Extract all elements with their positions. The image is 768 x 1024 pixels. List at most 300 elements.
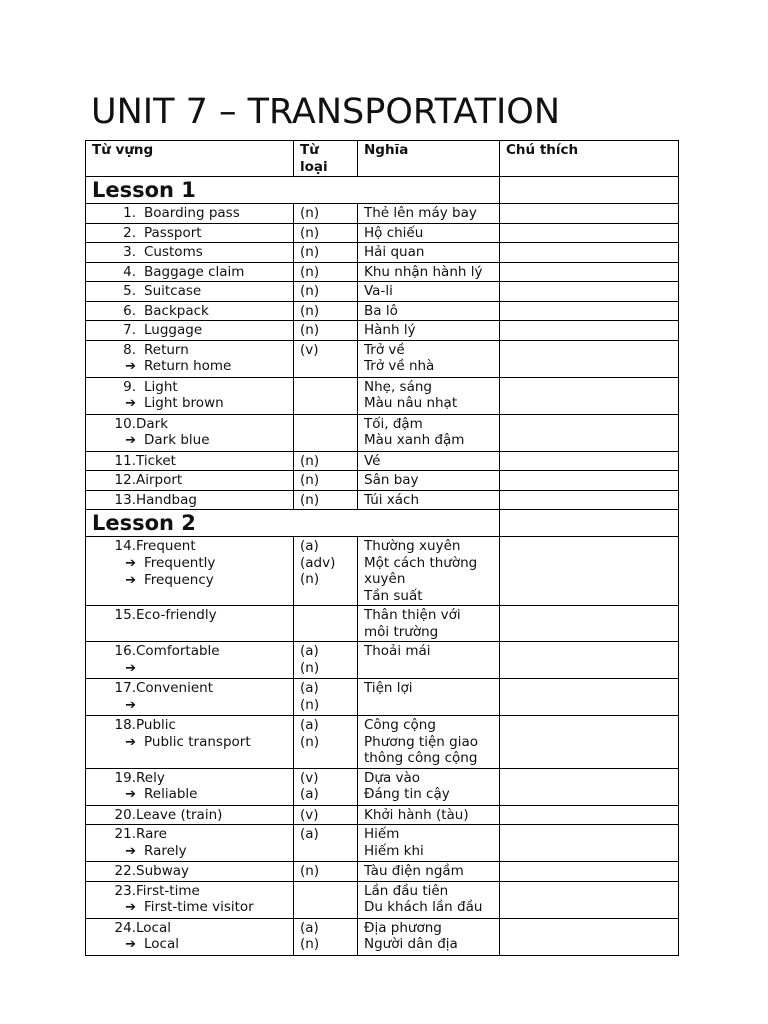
table-row [86,414,679,451]
arrow-icon: ➔ [125,433,136,448]
word-main [92,342,287,359]
lesson-note-cell [500,177,679,204]
meaning-cell [358,414,500,451]
word-main [92,453,287,470]
word-text: First-time visitor [144,899,254,915]
arrow-icon: ➔ [125,787,136,802]
table-row [86,862,679,882]
pos-cell [294,606,358,642]
word-main [92,883,287,900]
table-row [86,825,679,862]
word-text: Convenient [136,680,213,696]
meaning-text: Thường xuyên [364,538,461,554]
word-main [92,826,287,843]
word-derived [92,697,287,715]
word-text: Subway [136,863,189,879]
meaning-text: Hiếm khi [364,842,424,859]
word-text: Backpack [144,302,209,319]
word-derived [92,734,287,752]
meaning-text: Khu nhận hành lý [364,263,483,280]
pos-text: (adv) [300,554,336,571]
pos-cell [294,537,358,606]
table-row [86,918,679,955]
note-cell [500,451,679,471]
pos-text: (n) [300,302,320,319]
arrow-icon: ➔ [125,843,136,859]
meaning-cell [358,262,500,282]
meaning-text: Va-li [364,283,393,299]
meaning-text: xuyên [364,571,406,587]
pos-text: (a) [300,717,319,733]
word-number: 7. [123,322,136,338]
pos-cell [294,490,358,510]
word-main [92,283,287,300]
word-derived [92,936,287,954]
pos-cell [294,862,358,882]
table-row [86,768,679,805]
meaning-text: Ba lô [364,302,398,319]
arrow-icon: ➔ [125,937,136,952]
word-text: Return [144,341,189,358]
note-cell [500,340,679,377]
word-number: 18. [114,717,136,733]
word-cell [86,881,294,918]
arrow-icon: ➔ [125,660,136,676]
word-text: Rare [136,826,167,842]
meaning-cell [358,768,500,805]
header-meaning: Nghĩa [358,141,500,177]
meaning-cell [358,340,500,377]
word-cell [86,716,294,769]
meaning-cell [358,918,500,955]
meaning-text: Tiện lợi [364,680,413,696]
word-cell [86,282,294,302]
word-main [92,643,287,660]
meaning-text: Hải quan [364,244,425,260]
pos-text: (n) [300,936,320,952]
lesson-title: Lesson 2 [86,510,500,537]
table-body [86,177,679,956]
word-number: 20. [114,806,136,823]
table-row [86,490,679,510]
word-number: 17. [114,680,136,696]
word-derived [92,555,287,573]
word-text: Baggage claim [144,263,245,280]
word-derived [92,899,287,917]
word-main [92,264,287,281]
word-text: Local [136,919,171,936]
pos-text: (n) [300,659,320,676]
arrow-icon: ➔ [125,573,136,588]
arrow-icon: ➔ [125,734,136,750]
word-cell [86,377,294,414]
pos-text: (n) [300,283,320,299]
meaning-cell [358,282,500,302]
word-cell [86,606,294,642]
word-text: Dark blue [144,432,210,448]
word-number: 23. [114,882,136,899]
pos-cell [294,262,358,282]
word-derived [92,786,287,804]
meaning-cell [358,642,500,679]
pos-cell [294,321,358,341]
word-text: Leave (train) [136,806,223,823]
word-derived [92,432,287,450]
note-cell [500,262,679,282]
header-row [86,141,679,177]
meaning-text: Dựa vào [364,769,421,786]
meaning-text: Túi xách [364,491,420,508]
pos-cell [294,716,358,769]
note-cell [500,606,679,642]
meaning-text: Địa phương [364,919,442,936]
word-text: Customs [144,244,203,260]
word-main [92,807,287,824]
pos-text: (a) [300,826,319,842]
note-cell [500,805,679,825]
table-row [86,282,679,302]
pos-text: (a) [300,919,319,936]
word-text: Eco-friendly [136,607,217,623]
word-derived [92,843,287,861]
word-cell [86,262,294,282]
word-cell [86,679,294,716]
pos-cell [294,377,358,414]
note-cell [500,321,679,341]
table-row [86,537,679,606]
table-row [86,471,679,491]
meaning-cell [358,204,500,224]
meaning-text: Trở về nhà [364,358,435,374]
meaning-text: Tối, đậm [364,415,423,432]
pos-cell [294,825,358,862]
pos-cell [294,451,358,471]
word-number: 5. [123,283,136,299]
word-text: Luggage [144,322,203,338]
word-text: Airport [136,472,183,488]
word-main [92,244,287,261]
pos-cell [294,768,358,805]
page-title: UNIT 7 – TRANSPORTATION [91,92,561,132]
lesson-title: Lesson 1 [86,177,500,204]
word-text: Dark [136,415,169,432]
meaning-text: Tần suất [364,587,423,604]
word-main [92,205,287,222]
word-text: Local [144,936,179,952]
word-text: Public [136,717,176,733]
table-row [86,805,679,825]
word-main [92,303,287,320]
word-main [92,770,287,787]
meaning-text: Hộ chiếu [364,224,424,241]
word-cell [86,223,294,243]
meaning-cell [358,825,500,862]
pos-text: (n) [300,322,320,338]
meaning-text: Phương tiện giao [364,733,478,750]
meaning-cell [358,805,500,825]
word-number: 19. [114,769,136,786]
table-row [86,451,679,471]
word-number: 8. [123,341,136,358]
header-word: Từ vựng [86,141,294,177]
note-cell [500,471,679,491]
table-row [86,262,679,282]
note-cell [500,282,679,302]
word-cell [86,321,294,341]
meaning-text: Công cộng [364,717,436,733]
meaning-text: Trở về [364,341,405,358]
word-text: Comfortable [136,643,220,659]
word-number: 2. [123,224,136,241]
word-text: Ticket [136,452,176,469]
note-cell [500,716,679,769]
word-main [92,379,287,396]
arrow-icon: ➔ [125,359,136,374]
word-number: 21. [114,826,136,842]
note-cell [500,204,679,224]
word-main [92,322,287,339]
arrow-icon: ➔ [125,697,136,713]
word-number: 10. [114,415,136,432]
table-row [86,606,679,642]
arrow-icon: ➔ [125,900,136,915]
word-cell [86,825,294,862]
meaning-text: Màu nâu nhạt [364,395,458,411]
pos-cell [294,918,358,955]
word-number: 4. [123,263,136,280]
lesson-row [86,510,679,537]
meaning-text: Màu xanh đậm [364,432,465,448]
word-number: 3. [123,244,136,260]
word-number: 11. [114,452,136,469]
pos-text: (n) [300,696,320,713]
word-number: 12. [114,472,136,488]
note-cell [500,377,679,414]
word-main [92,472,287,489]
meaning-cell [358,243,500,263]
word-text: Rarely [144,842,187,859]
note-cell [500,825,679,862]
pos-cell [294,679,358,716]
note-cell [500,768,679,805]
table-row [86,881,679,918]
meaning-cell [358,223,500,243]
word-number: 13. [114,491,136,508]
word-derived [92,572,287,590]
table-row [86,716,679,769]
arrow-icon: ➔ [125,555,136,571]
pos-cell [294,414,358,451]
word-main [92,717,287,734]
meaning-text: Lần đầu tiên [364,882,449,899]
table-row [86,321,679,341]
table-row [86,223,679,243]
word-cell [86,414,294,451]
meaning-text: Đáng tin cậy [364,786,450,802]
word-main [92,492,287,509]
pos-cell [294,881,358,918]
word-cell [86,243,294,263]
word-cell [86,768,294,805]
meaning-text: Khởi hành (tàu) [364,806,469,823]
word-cell [86,451,294,471]
note-cell [500,414,679,451]
pos-text: (v) [300,769,319,786]
word-text: Light brown [144,395,224,411]
table-row [86,204,679,224]
arrow-icon: ➔ [125,396,136,411]
pos-cell [294,223,358,243]
lesson-row [86,177,679,204]
vocabulary-table [85,140,679,956]
pos-text: (n) [300,224,320,241]
word-cell [86,537,294,606]
pos-text: (n) [300,263,320,280]
pos-cell [294,471,358,491]
word-number: 24. [114,919,136,936]
word-derived [92,660,287,678]
meaning-cell [358,537,500,606]
word-text: Rely [136,769,165,786]
word-text: Handbag [136,491,197,508]
table-row [86,377,679,414]
meaning-text: Người dân địa [364,936,458,952]
table-row [86,340,679,377]
note-cell [500,862,679,882]
note-cell [500,881,679,918]
meaning-text: Thân thiện với [364,607,461,623]
word-cell [86,805,294,825]
word-text: Public transport [144,733,251,750]
pos-cell [294,340,358,377]
word-main [92,863,287,880]
word-text: Boarding pass [144,205,240,221]
table-row [86,243,679,263]
word-text: Frequent [136,538,196,554]
word-number: 15. [114,607,136,623]
word-main [92,920,287,937]
meaning-cell [358,490,500,510]
pos-text: (a) [300,643,319,659]
pos-text: (a) [300,786,319,802]
word-main [92,538,287,555]
word-number: 1. [123,205,136,221]
pos-text: (n) [300,452,320,469]
note-cell [500,679,679,716]
word-main [92,416,287,433]
word-cell [86,490,294,510]
meaning-text: Hành lý [364,322,416,338]
word-text: First-time [136,882,200,899]
word-number: 16. [114,643,136,659]
pos-text: (n) [300,863,320,879]
header-note: Chú thích [500,141,679,177]
lesson-note-cell [500,510,679,537]
word-number: 9. [123,378,136,395]
word-number: 6. [123,302,136,319]
note-cell [500,642,679,679]
meaning-cell [358,321,500,341]
table-row [86,642,679,679]
word-text: Suitcase [144,283,202,299]
word-cell [86,301,294,321]
pos-cell [294,805,358,825]
note-cell [500,918,679,955]
word-main [92,225,287,242]
pos-text: (n) [300,733,320,750]
meaning-cell [358,471,500,491]
meaning-text: Hiếm [364,826,400,842]
pos-cell [294,301,358,321]
pos-text: (n) [300,205,320,221]
word-text: Frequency [144,572,214,588]
table-row [86,679,679,716]
meaning-text: Một cách thường [364,554,478,571]
pos-text: (n) [300,491,320,508]
meaning-cell [358,862,500,882]
meaning-text: Sân bay [364,472,419,488]
word-text: Reliable [144,786,198,802]
meaning-cell [358,606,500,642]
word-derived [92,358,287,376]
pos-text: (v) [300,341,319,358]
note-cell [500,223,679,243]
pos-cell [294,282,358,302]
meaning-text: Tàu điện ngầm [364,863,464,879]
meaning-text: Du khách lần đầu [364,899,483,915]
word-number: 22. [114,863,136,879]
word-text: Passport [144,224,202,241]
word-cell [86,862,294,882]
meaning-text: Thoải mái [364,643,431,659]
table-row [86,301,679,321]
pos-text: (n) [300,571,320,587]
meaning-cell [358,679,500,716]
meaning-cell [358,377,500,414]
pos-cell [294,642,358,679]
word-cell [86,918,294,955]
word-cell [86,340,294,377]
pos-text: (n) [300,244,320,260]
word-number: 14. [114,538,136,554]
meaning-text: thông công cộng [364,750,478,766]
word-main [92,680,287,697]
meaning-text: Vé [364,452,381,469]
word-main [92,607,287,624]
word-cell [86,471,294,491]
pos-cell [294,204,358,224]
pos-text: (v) [300,806,319,823]
note-cell [500,301,679,321]
pos-cell [294,243,358,263]
word-cell [86,642,294,679]
meaning-text: Thẻ lên máy bay [364,205,477,221]
pos-text: (a) [300,538,319,554]
word-text: Light [144,378,178,395]
meaning-text: Nhẹ, sáng [364,378,432,395]
pos-text: (a) [300,680,319,696]
note-cell [500,537,679,606]
note-cell [500,243,679,263]
word-text: Return home [144,358,232,374]
meaning-cell [358,881,500,918]
meaning-cell [358,451,500,471]
note-cell [500,490,679,510]
pos-text: (n) [300,472,320,488]
meaning-cell [358,301,500,321]
word-derived [92,395,287,413]
word-cell [86,204,294,224]
